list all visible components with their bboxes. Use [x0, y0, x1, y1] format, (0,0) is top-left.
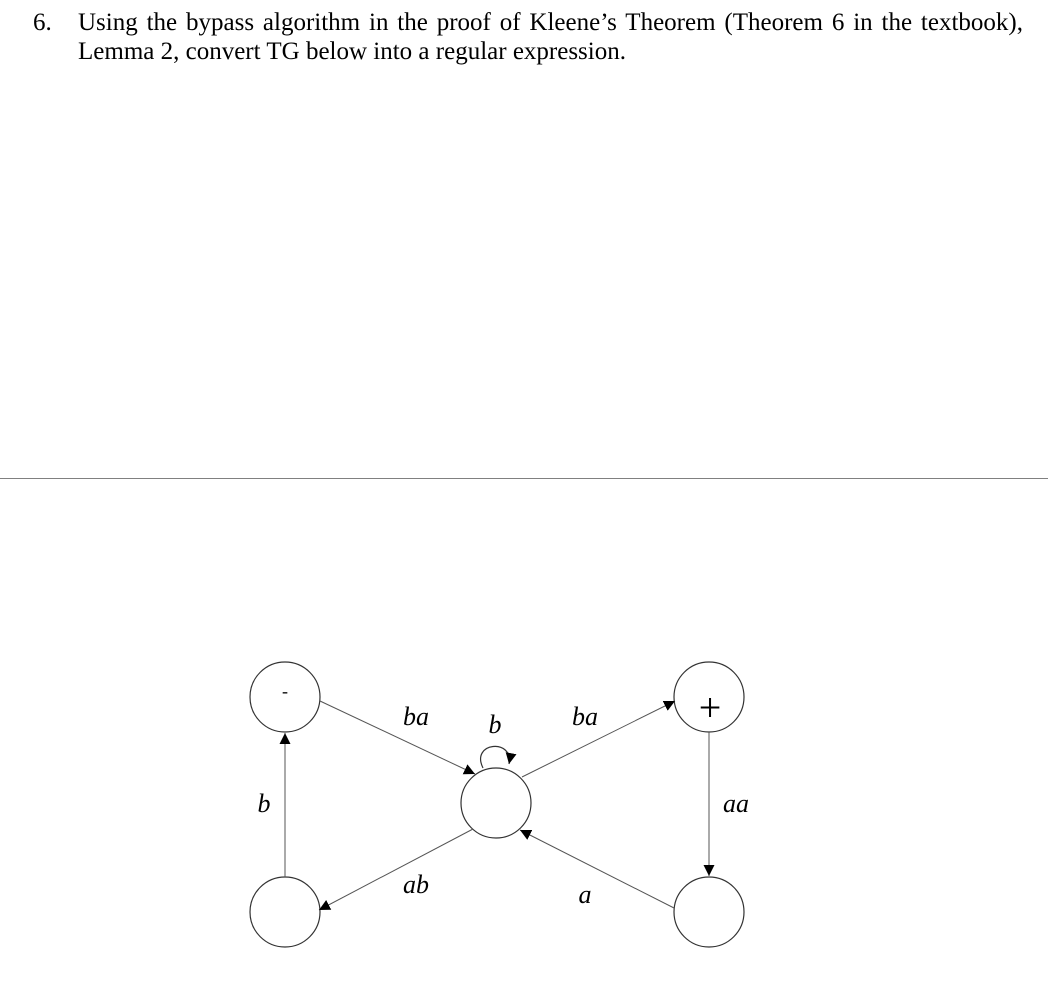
edge-center-to-final	[522, 701, 675, 777]
label-bottom-left-to-start: b	[257, 789, 271, 818]
final-marker: +	[698, 685, 722, 730]
edge-bottom-right-to-center	[520, 830, 674, 908]
question-text: Using the bypass algorithm in the proof of Kleene’s Theorem (Theorem 6 in the textbook), Lemma 2, convert TG below into a regular expression.	[78, 9, 1023, 65]
question-number: 6.	[33, 9, 52, 36]
state-bottom-left	[250, 877, 320, 947]
label-start-to-center: ba	[403, 702, 429, 731]
label-bottom-right-to-center: a	[578, 880, 592, 909]
label-center-to-bottom-left: ab	[403, 870, 429, 899]
edge-center-loop	[481, 746, 510, 768]
edge-center-to-bottom-left	[319, 829, 473, 910]
edge-start-to-center	[320, 701, 475, 774]
state-center	[461, 768, 531, 838]
state-bottom-right	[674, 877, 744, 947]
label-final-to-bottom-right: aa	[723, 789, 749, 818]
label-center-loop: b	[488, 710, 502, 739]
start-marker: -	[282, 681, 288, 701]
label-center-to-final: ba	[572, 702, 598, 731]
